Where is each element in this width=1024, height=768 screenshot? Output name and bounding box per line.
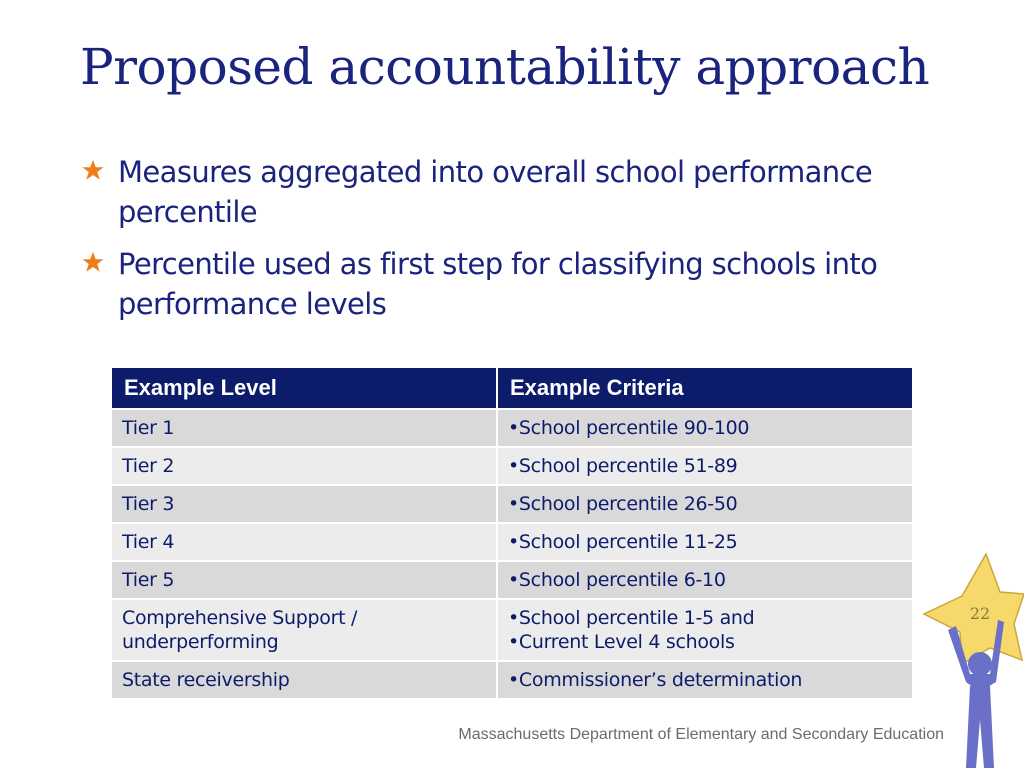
table-row (111, 661, 913, 699)
footer-text: Massachusetts Department of Elementary and Secondary Education (458, 726, 944, 743)
criteria-text: School percentile 51-89 (518, 455, 738, 477)
star-bullet-icon (82, 159, 104, 181)
criteria-cell: •School percentile 26-50 (497, 485, 913, 523)
table-row (111, 485, 913, 523)
column-header-criteria: Example Criteria (497, 367, 913, 409)
criteria-cell: •Commissioner’s determination (497, 661, 913, 699)
criteria-text: School percentile 1-5 and (518, 607, 755, 629)
criteria-cell: •School percentile 6-10 (497, 561, 913, 599)
criteria-cell: •School percentile 1-5 and •Current Level 4 schools (497, 599, 913, 661)
level-cell: Tier 1 (111, 409, 497, 447)
level-cell: Tier 5 (111, 561, 497, 599)
bullet-item (82, 152, 962, 232)
criteria-cell: •School percentile 90-100 (497, 409, 913, 447)
criteria-text: School percentile 6-10 (518, 569, 726, 591)
page-number: 22 (969, 604, 991, 623)
criteria-text: School percentile 90-100 (518, 417, 750, 439)
criteria-cell: •School percentile 51-89 (497, 447, 913, 485)
bullet-text: Measures aggregated into overall school performance percentile (118, 155, 873, 229)
table-row (111, 409, 913, 447)
criteria-text: Current Level 4 schools (518, 631, 735, 653)
criteria-text: School percentile 26-50 (518, 493, 738, 515)
star-bullet-icon (82, 251, 104, 273)
table-row (111, 561, 913, 599)
criteria-text: School percentile 11-25 (518, 531, 738, 553)
table-row (111, 599, 913, 661)
table-row (111, 523, 913, 561)
levels-table (110, 366, 914, 700)
table-header-row (111, 367, 913, 409)
level-cell: Comprehensive Support / underperforming (111, 599, 497, 661)
level-cell: Tier 2 (111, 447, 497, 485)
bullet-list (82, 152, 962, 336)
criteria-cell: •School percentile 11-25 (497, 523, 913, 561)
criteria-text: Commissioner’s determination (518, 669, 803, 691)
level-cell: Tier 3 (111, 485, 497, 523)
column-header-level: Example Level (111, 367, 497, 409)
level-cell: State receivership (111, 661, 497, 699)
slide-title: Proposed accountability approach (80, 38, 930, 96)
bullet-item (82, 244, 962, 324)
level-cell: Tier 4 (111, 523, 497, 561)
bullet-text: Percentile used as first step for classifying schools into performance levels (118, 247, 878, 321)
table-row (111, 447, 913, 485)
